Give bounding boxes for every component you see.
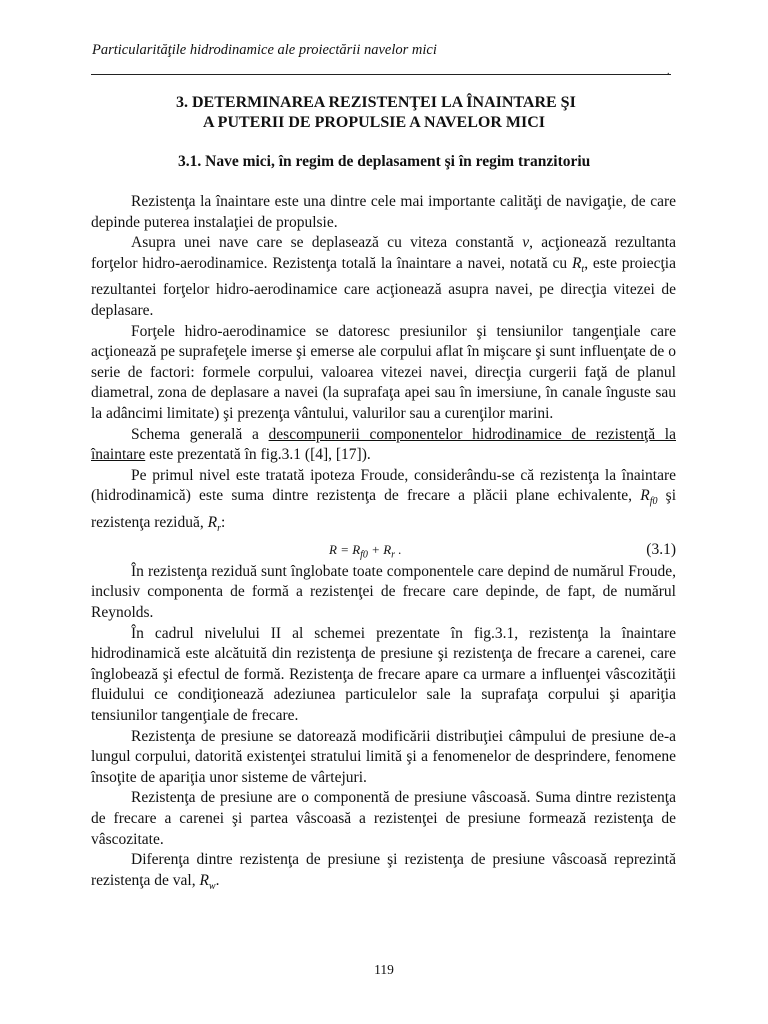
equation-formula: $R = R_{f0} + R_r$ . <box>329 541 402 561</box>
figure-reference-link: descompunerii componentelor hidrodinamice de rezistenţă la înaintare <box>91 425 676 464</box>
chapter-title-line2: A PUTERII DE PROPULSIE A NAVELOR MICI <box>203 114 545 131</box>
paragraph-5: Pe primul nivel este tratată ipoteza Froude, considerându-se că rezistenţa la înaintare (hidrodinamică) este suma dintre rezistenţa de frecare a plăcii plane echivalente, $R_{f0}$ şi rezistenţa reziduă, $R_r$: <box>91 466 676 535</box>
header-rule-dot: . <box>667 66 670 77</box>
equation-3-1 <box>91 540 676 562</box>
paragraph-3: Forţele hidro-aerodinamice se datoresc presiunilor şi tensiunilor tangenţiale care acţionează pe suprafeţele imerse şi emerse ale corpului aflat în mişcare şi sunt influenţate de o serie de factori: formele corpului, valoarea vitezei navei, direcţia curgerii faţă de planul diametral, zona de deplasare a navei (la suprafaţa apei sau în imersiune, în canale înguste sau la adâncimi limitate) şi prezenţa vântului, valurilor sau a curenţilor marini. <box>91 322 676 423</box>
paragraph-10: Diferenţa dintre rezistenţa de presiune şi rezistenţa de presiune vâscoasă reprezintă rezistenţa de val, $R_w$. <box>91 851 676 892</box>
paragraph-6: În rezistenţa reziduă sunt înglobate toate componentele care depind de numărul Froude, inclusiv componenta de formă a rezistenţei de frecare care depinde, de fapt, de numărul Reynolds. <box>91 562 676 621</box>
paragraph-7: În cadrul nivelului II al schemei prezentate în fig.3.1, rezistenţa la înaintare hidrodinamică este alcătuită din rezistenţa de presiune şi rezistenţa de frecare a carenei, care înglobează şi efectul de formă. Rezistenţa de frecare apare ca urmare a influenţei vâscozităţii fluidului ce condiţionează adeziunea particulelor sale la suprafaţa corpului şi apariţia tensiunilor tangenţiale de frecare. <box>91 624 676 724</box>
paragraph-1: Rezistenţa la înaintare este una dintre cele mai importante calităţi de navigaţie, de care depinde puterea instalaţiei de propulsie. <box>91 193 676 231</box>
equation-number: (3.1) <box>646 540 676 558</box>
paragraph-4: Schema generală a descompunerii componentelor hidrodinamice de rezistenţă la înaintare este prezentată în fig.3.1 ([4], [17]). <box>91 425 676 464</box>
header-rule <box>91 74 671 75</box>
body-text <box>91 192 676 897</box>
paragraph-2: Asupra unei nave care se deplasează cu viteza constantă v, acţionează rezultanta forţelor hidro-aerodinamice. Rezistenţa totală la înaintare a navei, notată cu $R_t$, este proiecţia rezultantei forţelor hidro-aerodinamice care acţionează asupra navei, pe direcţia vitezei de deplasare. <box>91 234 676 320</box>
chapter-title <box>176 93 576 133</box>
running-header: Particularităţile hidrodinamice ale proiectării navelor mici <box>92 42 437 58</box>
chapter-title-line1: 3. DETERMINAREA REZISTENŢEI LA ÎNAINTARE ŞI <box>176 94 576 111</box>
paragraph-8: Rezistenţa de presiune se datorează modificării distribuţiei câmpului de presiune de-a lungul corpului, datorită existenţei stratului limită şi a fenomenelor de desprindere, fenomene însoţite de apariţia unor sisteme de vârtejuri. <box>91 727 676 786</box>
paragraph-9: Rezistenţa de presiune are o componentă de presiune vâscoasă. Suma dintre rezistenţa de frecare a carenei şi partea vâscoasă a rezistenţei de presiune formează rezistenţa de vâscozitate. <box>91 789 676 848</box>
page-number: 119 <box>374 962 394 977</box>
section-title: 3.1. Nave mici, în regim de deplasament şi în regim tranzitoriu <box>178 153 591 170</box>
